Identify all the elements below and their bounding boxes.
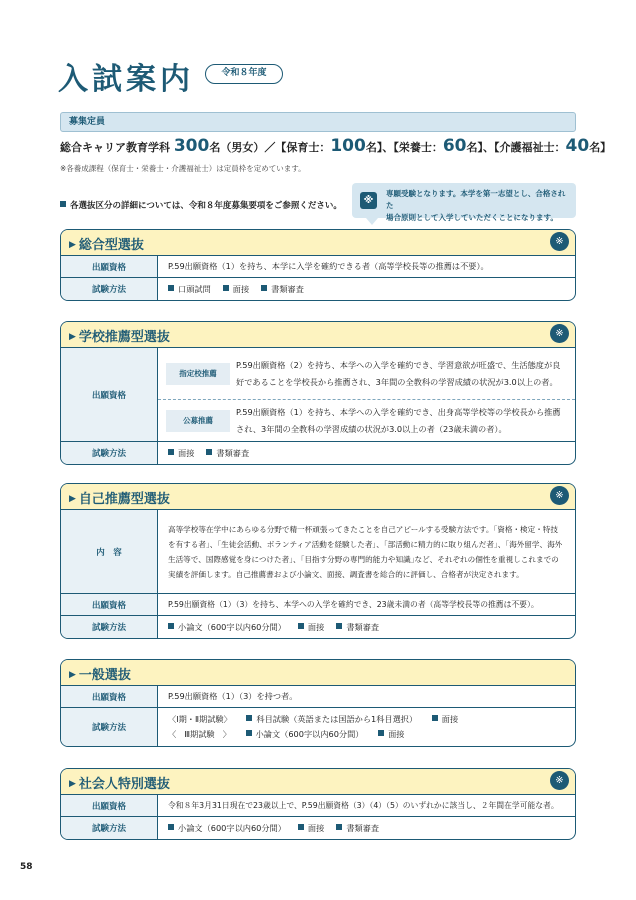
section-title — [69, 488, 170, 507]
method-list — [158, 616, 575, 638]
section-header — [61, 484, 575, 510]
method-list — [158, 278, 575, 300]
table-row — [61, 510, 575, 594]
row-label: 出願資格 — [61, 795, 158, 816]
triangle-icon: ▶ — [69, 779, 76, 789]
square-bullet-icon — [298, 623, 304, 629]
table-row — [61, 256, 575, 278]
square-bullet-icon — [223, 285, 229, 291]
callout-line-2: 場合原則として入学していただくことになります。 — [386, 213, 558, 222]
square-bullet-icon — [168, 824, 174, 830]
asterisk-icon: ※ — [360, 192, 377, 209]
section-gakko — [60, 321, 576, 465]
table-row — [61, 795, 575, 817]
period-label: 〈 Ⅲ期試験 〉 — [168, 729, 231, 739]
triangle-icon: ▶ — [69, 670, 76, 680]
table-row — [61, 442, 575, 464]
method-list — [158, 817, 575, 839]
table-row — [61, 686, 575, 708]
page-title: 入試案内 — [58, 62, 194, 97]
row-label: 出願資格 — [61, 256, 158, 277]
quota-kaigo: 40 — [565, 136, 590, 156]
square-bullet-icon — [168, 623, 174, 629]
section-title — [69, 234, 144, 253]
square-bullet-icon — [246, 730, 252, 736]
sub-text: P.59出願資格（1）を持ち、本学への入学を確約でき、出身高等学校等の学校長から推薦され、3年間の全教科の学習成績の状況が3.0以上の者（23歳未満の者）。 — [236, 406, 561, 434]
square-bullet-icon — [298, 824, 304, 830]
row-value: 高等学校等在学中にあらゆる分野で精一杯頑張ってきたことを自己アピールする受験方法です。｢資格・検定・特技を有する者｣、｢生徒会活動、ボランティア活動を経験した者｣、｢部活動に精力的に取り組んだ者｣、｢海外留学、海外生活等で、国際感覚を身につけた者｣、｢目指す分野の専門的能力や知識｣など、それぞれの個性を重視しこれまでの実績を評価します。自己推薦書および小論文、面接、調査書を総合的に評価し、合格者が決定されます。 — [168, 524, 563, 579]
triangle-icon: ▶ — [69, 240, 76, 250]
exclusive-callout — [352, 183, 576, 222]
quota-note: ※各養成課程（保育士・栄養士・介護福祉士）は定員枠を定めています。 — [60, 164, 306, 173]
section-title — [69, 773, 170, 792]
triangle-icon: ▶ — [69, 332, 76, 342]
section-header — [61, 230, 575, 256]
method-item: 口頭試問 — [168, 284, 211, 295]
sub-text: P.59出願資格（2）を持ち、本学への入学を確約でき、学習意欲が旺盛で、生活態度が良好であることを学校長から推薦され、3年間の全教科の学習成績の状況が3.0以上の者。 — [236, 359, 561, 387]
quota-hoiku-suffix: 名】、【栄養士： — [365, 141, 443, 154]
quota-kaigo-suffix: 名】 — [589, 141, 612, 154]
year-badge: 令和８年度 — [205, 64, 283, 84]
section-sogo — [60, 229, 576, 301]
method-item: 面接 — [298, 823, 324, 834]
quota-total: 300 — [173, 136, 210, 156]
table-row — [61, 708, 575, 746]
table-row — [61, 616, 575, 638]
recruitment-bar: 募集定員 — [60, 112, 576, 132]
table-row — [61, 594, 575, 616]
method-item: 小論文（600字以内60分間） — [168, 622, 286, 633]
square-bullet-icon — [336, 623, 342, 629]
asterisk-icon: ※ — [550, 232, 569, 251]
method-item: 小論文（600字以内60分間） — [246, 729, 364, 739]
row-label: 試験方法 — [61, 442, 158, 464]
square-bullet-icon — [206, 449, 212, 455]
section-header — [61, 660, 575, 686]
method-item: 面接 — [223, 284, 249, 295]
period-label: 〈Ⅰ期・Ⅱ期試験〉 — [168, 714, 232, 724]
method-item: 面接 — [168, 448, 194, 459]
square-bullet-icon — [336, 824, 342, 830]
row-value: P.59出願資格（1）（3）を持つ者。 — [168, 691, 298, 701]
row-label: 出願資格 — [61, 686, 158, 707]
section-jiko — [60, 483, 576, 639]
sub-row — [158, 399, 575, 441]
square-bullet-icon — [168, 449, 174, 455]
method-item: 面接 — [432, 714, 458, 724]
row-label: 出願資格 — [61, 348, 158, 441]
triangle-icon: ▶ — [69, 494, 76, 504]
row-value: 令和８年3月31日現在で23歳以上で、P.59出願資格（3）（4）（5）のいずれかに該当し、２年間在学可能な者。 — [168, 801, 559, 810]
section-title-text: 総合型選抜 — [78, 238, 144, 253]
section-header — [61, 769, 575, 795]
section-title — [69, 664, 131, 683]
square-bullet-icon — [246, 715, 252, 721]
table-row — [61, 278, 575, 300]
method-item: 書類審査 — [261, 284, 304, 295]
table-row — [61, 348, 575, 442]
quota-total-suffix: 名（男女）／【保育士： — [209, 141, 331, 154]
method-item: 小論文（600字以内60分間） — [168, 823, 286, 834]
method-item: 面接 — [378, 729, 404, 739]
square-bullet-icon — [378, 730, 384, 736]
sub-row — [158, 348, 575, 399]
method-list — [158, 708, 575, 746]
asterisk-icon: ※ — [550, 771, 569, 790]
section-ippan — [60, 659, 576, 747]
row-label: 試験方法 — [61, 708, 158, 746]
quota-eiyo-suffix: 名】、【介護福祉士： — [466, 141, 566, 154]
row-label: 試験方法 — [61, 616, 158, 638]
row-label: 内 容 — [61, 510, 158, 593]
row-label: 試験方法 — [61, 817, 158, 839]
asterisk-icon: ※ — [550, 486, 569, 505]
method-line — [168, 712, 565, 727]
method-item: 面接 — [298, 622, 324, 633]
asterisk-icon: ※ — [550, 324, 569, 343]
quota-line — [60, 136, 611, 156]
method-item: 書類審査 — [336, 622, 379, 633]
selection-note-text: 各選抜区分の詳細については、令和８年度募集要項をご参照ください。 — [70, 201, 342, 211]
method-item: 書類審査 — [206, 448, 249, 459]
section-header — [61, 322, 575, 348]
section-title-text: 自己推薦型選抜 — [78, 492, 170, 507]
row-value: P.59出願資格（1）（3）を持ち、本学への入学を確約でき、23歳未満の者（高等学校長等の推薦は不要）。 — [168, 600, 539, 609]
sub-qualifications — [158, 348, 575, 441]
method-list — [158, 442, 575, 464]
callout-line-1: 専願受験となります。本学を第一志望とし、合格された — [386, 189, 566, 210]
page-number: 58 — [20, 862, 33, 872]
quota-hoiku: 100 — [330, 136, 366, 156]
sub-tag: 指定校推薦 — [166, 363, 230, 385]
quota-eiyo: 60 — [442, 136, 467, 156]
selection-note — [60, 199, 342, 211]
method-item: 科目試験（英語または国語から1科目選択） — [246, 714, 417, 724]
method-item: 書類審査 — [336, 823, 379, 834]
section-title-text: 学校推薦型選抜 — [78, 330, 170, 345]
square-bullet-icon — [432, 715, 438, 721]
section-title-text: 社会人特別選抜 — [78, 777, 170, 792]
table-row — [61, 817, 575, 839]
square-bullet-icon — [60, 201, 66, 207]
square-bullet-icon — [261, 285, 267, 291]
method-line — [168, 727, 565, 742]
section-title-text: 一般選抜 — [78, 668, 131, 683]
sub-tag: 公募推薦 — [166, 410, 230, 432]
row-label: 出願資格 — [61, 594, 158, 615]
section-shakai — [60, 768, 576, 840]
row-value: P.59出願資格（1）を持ち、本学に入学を確約できる者（高等学校長等の推薦は不要）。 — [168, 261, 489, 271]
row-label: 試験方法 — [61, 278, 158, 300]
section-title — [69, 326, 170, 345]
square-bullet-icon — [168, 285, 174, 291]
quota-prefix: 総合キャリア教育学科 — [60, 141, 170, 154]
